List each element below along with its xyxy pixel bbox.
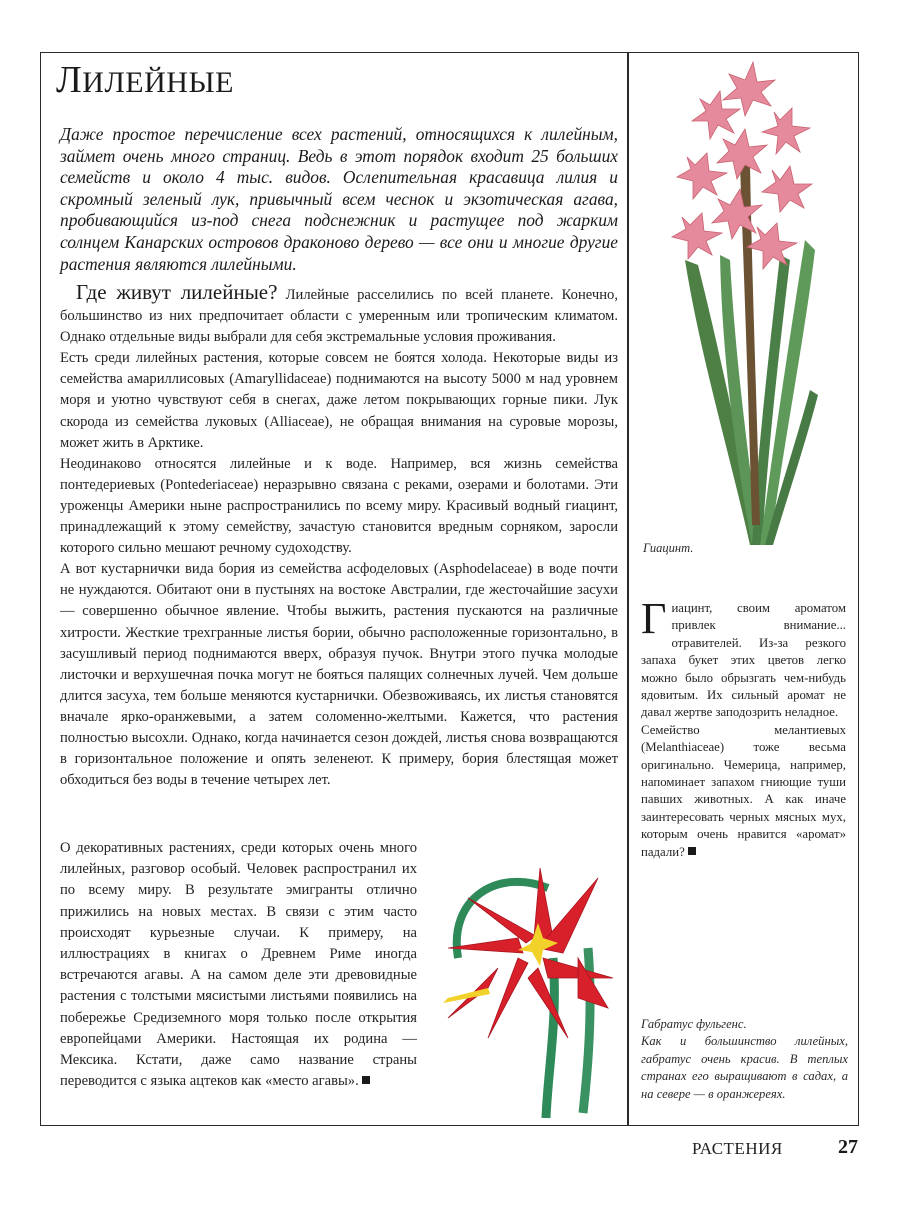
sidebar-text <box>641 594 846 861</box>
drop-cap: Г <box>641 594 667 643</box>
page-number: 27 <box>838 1136 858 1158</box>
paragraph-text: О декоративных растениях, среди которых очень много лилейных, разговор особый. Человек распространил их по всему миру. В результате эмигранты отлично прижились на новых местах. В связи с этим часто происходят курьезные случаи. К примеру, на иллюстрациях в книгах о Древнем Риме иногда встречаются агавы. А на самом деле эти древовидные растения с толстыми мясистыми листьями появились на побережье Средиземного моря только после открытия европейцами Америки. Настоящая их родина — Мексика. Кстати, даже само название страны переводится с языка ацтеков как «место агавы». <box>60 840 417 1090</box>
lily-stem <box>546 958 554 1118</box>
sidebar-paragraph <box>641 594 846 722</box>
end-mark-icon <box>688 847 696 855</box>
article-paragraph: А вот кустарнички вида бория из семейства асфоделовых (Asphodelaceae) в воде почти не нуждаются. Обитают они в пустынях на востоке Австралии, где жесточайшие засухи — совершенно обычное явление. Чтобы выжить, растения пускаются на различные хитрости. Жесткие трехгранные листья бории, обычно расположенные горизонтально, в засушливый период поднимаются вверх, образуя пучок. Внутри этого пучка молодые листочки и верхушечная почка могут не бояться палящих солнечных лучей. Чем дольше длится засуха, тем больше меняются кустарнички. Обезвоживаясь, их листья становятся вначале ярко-оранжевыми, а затем соломенно-желтыми. Кажется, что растения полностью высохли. Однако, когда начинается сезон дождей, листья снова возвращаются в горизонтальное положение и опять зеленеют. К примеру, бория блестящая может обходиться без воды в течение четырех лет. <box>60 561 618 789</box>
page-title <box>56 58 234 105</box>
caption-text: Как и большинство лилейных, габратус очень красив. В теплых странах его выращивают в садах, а на севере — в оранжереях. <box>641 1034 848 1101</box>
red-lily-illustration <box>428 838 623 1123</box>
footer-section-name: РАСТЕНИЯ <box>692 1139 783 1158</box>
hyacinth-caption: Гиацинт. <box>643 541 694 555</box>
article-paragraph <box>60 282 618 348</box>
hyacinth-flowers <box>672 62 812 269</box>
title-initial: Л <box>56 59 83 101</box>
column-divider <box>627 52 629 1126</box>
lead-paragraph: Даже простое перечисление всех растений, относящихся к лилейным, займет очень много страниц. Ведь в этот порядок входит 25 больших семейств и около 4 тыс. видов. Ослепительная красавица лилия и скромный зеленый лук, привычный всем чеснок и экзотическая агава, пробивающийся из-под снега подснежник и растущее под жарким солнцем Канарских островов драконово дерево — все они и многие другие растения являются лилейными. <box>60 124 618 274</box>
section-heading: Где живут лилейные? <box>76 280 278 304</box>
article-paragraph: Неодинаково относятся лилейные и к воде. Например, вся жизнь семейства понтедериевых (Pontederiaceae) неразрывно связана с реками, озерами и болотами. Эти уроженцы Америки ныне распространились по всему миру. Красивый водный гиацинт, принадлежащий к этому семейству, зачастую становится вредным сорняком, заросли которого сильно мешают речному судоходству. <box>60 455 618 557</box>
hyacinth-illustration <box>640 55 845 550</box>
paragraph-text: иацинт, своим ароматом привлек внимание... отравителей. Из-за резкого запаха букет этих цветов легко можно было обрызгать чем-нибудь ядовитым. Их сильный аромат не давал жертве заподозрить неладное. <box>641 601 846 720</box>
end-mark-icon <box>362 1076 370 1084</box>
article-paragraph: Есть среди лилейных растения, которые совсем не боятся холода. Некоторые виды из семейства амариллисовых (Amaryllidaceae) поднимаются на высоту 5000 м над уровнем моря и уютно чувствуют себя в снегах, даже летом покрывающих горные пики. Лук скорода из семейства луковых (Alliaceae), не обращая внимания на суровые морозы, может жить в Арктике. <box>60 350 618 451</box>
main-article <box>60 282 618 791</box>
sidebar-paragraph <box>641 722 846 861</box>
caption-title: Габратус фульгенс. <box>641 1017 747 1031</box>
paragraph-text: Семейство мелантиевых (Melanthiaceae) тоже весьма оригинально. Чемерица, например, напоминает запахом гниющие туши павших животных. А как иначе заинтересовать черных мясных мух, которым очень нравится «аромат» падали? <box>641 722 846 859</box>
title-rest: ИЛЕЙНЫЕ <box>82 66 234 99</box>
gabratus-caption <box>641 1016 848 1103</box>
decorative-plants-paragraph <box>60 838 417 1092</box>
paragraph-text: Лилейные расселились по всей планете. Конечно, большинство из них предпочитает области с умеренным или тропическим климатом. Однако отдельные виды выбрали для себя экстремальные условия проживания. <box>60 287 618 346</box>
